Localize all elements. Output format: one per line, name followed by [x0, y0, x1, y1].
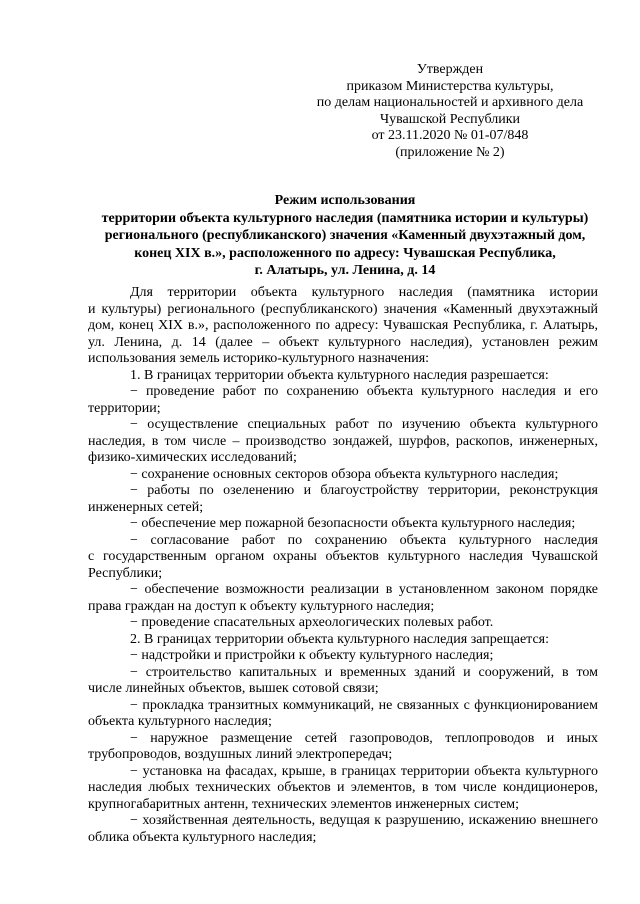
body-line: наследия любых технических объектов и элементов, в том числе кондиционеров, — [88, 780, 598, 795]
body-line: крупногабаритных антенн, технических элементов инженерных систем; — [88, 796, 520, 812]
body-line: числе линейных объектов, вышек сотовой связи; — [88, 681, 379, 696]
body-line: Для территории объекта культурного наследия (памятника истории — [130, 285, 598, 300]
body-line: 2. В границах территории объекта культурного наследия запрещается: — [130, 631, 550, 647]
title-line: территории объекта культурного наследия (памятника истории и культуры) — [101, 210, 589, 226]
body-line: − работы по озеленению и благоустройству территории, реконструкция — [130, 483, 598, 498]
body-line: − сохранение основных секторов обзора объекта культурного наследия; — [130, 466, 559, 482]
body-line: права граждан на доступ к объекту культурного наследия; — [88, 598, 435, 614]
body-line: и культуры) регионального (республиканского) значения «Каменный двухэтажный — [88, 301, 598, 317]
body-line: дом, конец XIX в.», расположенного по адресу: Чувашская Республика, г. Алатырь, — [88, 318, 598, 333]
body-line: физико-химических исследований; — [88, 450, 297, 465]
body-line: − проведение работ по сохранению объекта культурного наследия и его — [130, 384, 598, 399]
body-line: − согласование работ по сохранению объекта культурного наследия — [130, 532, 598, 548]
approval-line: Утвержден — [416, 62, 484, 77]
body-line: − хозяйственная деятельность, ведущая к разрушению, искажению внешнего — [130, 813, 598, 828]
body-line: Республики; — [88, 565, 163, 581]
body-line: − обеспечение мер пожарной безопасности объекта культурного наследия; — [130, 516, 576, 531]
body-line: с государственным органом охраны объектов культурного наследия Чувашской — [88, 549, 598, 564]
approval-line: Чувашской Республики — [379, 111, 521, 127]
body-line: объекта культурного наследия; — [88, 714, 272, 729]
body-line: территории; — [88, 400, 161, 416]
body-line: − установка на фасадах, крыше, в границах территории объекта культурного — [130, 763, 598, 779]
body-line: − строительство капитальных и временных зданий и сооружений, в том — [130, 664, 598, 680]
body-line: − обеспечение возможности реализации в установленном законом порядке — [130, 582, 598, 597]
approval-stamp — [300, 62, 600, 162]
document-title — [80, 192, 610, 280]
title-line: г. Алатырь, ул. Ленина, д. 14 — [254, 263, 436, 279]
approval-line: приказом Министерства культуры, — [346, 78, 554, 94]
approval-line: от 23.11.2020 № 01-07/848 — [371, 128, 529, 144]
body-line: − надстройки и пристройки к объекту культурного наследия; — [130, 648, 494, 663]
body-line: наследия, в том числе – производство зондажей, шурфов, раскопов, инженерных, — [88, 433, 598, 449]
title-line: регионального (республиканского) значения «Каменный двухэтажный дом, — [104, 228, 586, 244]
approval-line: по делам национальностей и архивного дела — [316, 95, 584, 111]
body-line: инженерных сетей; — [88, 499, 204, 515]
body-line: трубопроводов, воздушных линий электропередач; — [88, 747, 393, 762]
body-line: облика объекта культурного наследия; — [88, 829, 317, 845]
body-line: − осуществление специальных работ по изучению объекта культурного — [130, 417, 598, 432]
document-body — [88, 285, 598, 846]
body-line: 1. В границах территории объекта культурного наследия разрешается: — [130, 367, 549, 383]
title-line: конец XIX в.», расположенного по адресу: Чувашская Республика, — [134, 245, 556, 261]
title-line: Режим использования — [274, 193, 416, 208]
body-line: ул. Ленина, д. 14 (далее – объект культурного наследия), установлен режим — [88, 334, 598, 350]
approval-line: (приложение № 2) — [395, 144, 505, 160]
body-line: использования земель историко-культурного назначения: — [88, 351, 430, 366]
body-line: − прокладка транзитных коммуникаций, не связанных с функционированием — [130, 697, 598, 713]
body-line: − наружное размещение сетей газопроводов, теплопроводов и иных — [130, 730, 598, 746]
body-line: − проведение спасательных археологических полевых работ. — [130, 615, 494, 630]
